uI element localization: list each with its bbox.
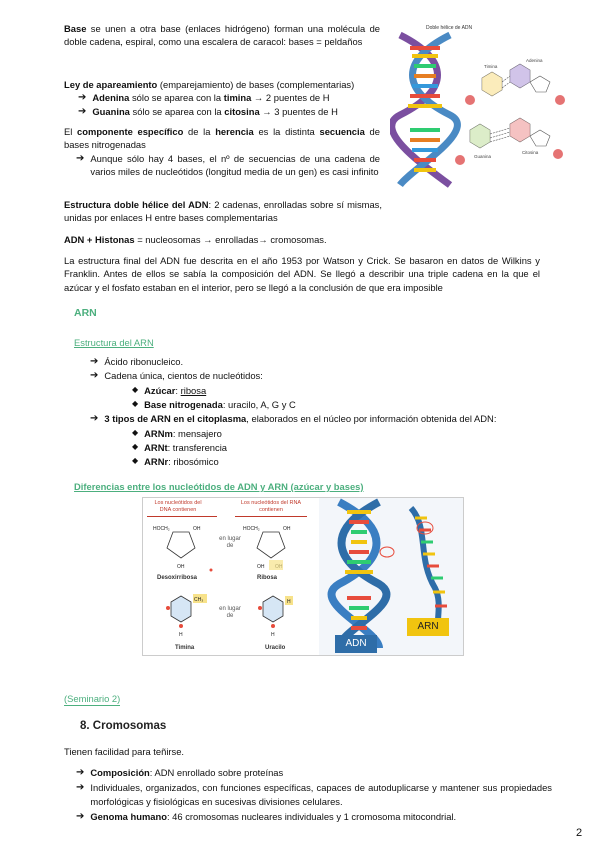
arrow-icon: ➔ [76, 767, 85, 778]
svg-text:H: H [271, 632, 275, 638]
svg-text:OH: OH [257, 564, 265, 570]
intro-text: se unen a otra base (enlaces hidrógeno) forman una molécula de doble cadena, espiral, como una escalera de caracol: bases = peldaños [64, 23, 380, 48]
phosphate-dot [555, 95, 565, 105]
arrow-icon: ➔ [78, 105, 87, 117]
historia-paragraph: La estructura final del ADN fue descrita en el año 1953 por Watson y Crick. Se basaron en datos de Wilkins y Franklin. Antes de ellos se sabía la composición del ADN. Se llegó a describir una triple cadena en la que el azúcar y el fosfato estaban en el interior, pero se llegó a la conclusión de que era imposible [64, 255, 540, 293]
arn-heading: ARN [74, 307, 97, 319]
intro-paragraph [64, 22, 380, 49]
list-item: ◆ Azúcar: ribosa [132, 384, 207, 396]
diamond-bullet-icon: ◆ [132, 399, 139, 409]
sugar-base-panel [143, 498, 318, 655]
diferencias-link[interactable]: Diferencias entre los nucleótidos de ADN y ARN (azúcar y bases) [74, 481, 364, 492]
cromosomas-intro: Tienen facilidad para teñirse. [64, 746, 185, 757]
svg-text:H: H [287, 599, 291, 605]
list-item: ➔ Aunque sólo hay 4 bases, el nº de secuencias de una cadena de varios miles de nucleótidos (longitud media de un gen) es casi infinito [76, 153, 380, 178]
arn-label: ARN [407, 618, 449, 636]
svg-text:Citosina: Citosina [522, 150, 539, 155]
svg-text:OH: OH [177, 564, 185, 570]
figure-title: Doble hélice de ADN [426, 25, 473, 31]
diamond-bullet-icon: ◆ [132, 456, 139, 466]
en-lugar-label: en lugar de [219, 536, 241, 550]
list-item: ➔ 3 tipos de ARN en el citoplasma, elaborados en el núcleo por información obtenida del ADN: [90, 413, 497, 425]
list-item: ◆ ARNm: mensajero [132, 427, 222, 439]
ley-apareamiento [64, 78, 380, 118]
ribosa-label: Ribosa [257, 575, 278, 581]
adn-label: ADN [335, 635, 377, 653]
nucleotide-diff-figure [142, 497, 464, 656]
phosphate-dot [455, 155, 465, 165]
list-item: ➔ Genoma humano: 46 cromosomas nucleares individuales y 1 cromosoma mitocondrial. [76, 811, 457, 823]
arn-list [90, 355, 530, 469]
componente-paragraph: El componente específico de la herencia es la distinta secuencia de bases nitrogenadas [64, 126, 380, 151]
list-item: ➔ Adenina sólo se aparea con la timina → 2 puentes de H [78, 92, 330, 104]
list-item: ➔ Guanina sólo se aparea con la citosina → 3 puentes de H [78, 105, 338, 117]
estructura-arn-link[interactable]: Estructura del ARN [74, 337, 154, 348]
arrow-icon: ➔ [90, 413, 99, 425]
dna-helix-figure [390, 20, 572, 188]
svg-text:Timina: Timina [484, 64, 498, 69]
list-item: ◆ Base nitrogenada: uracilo, A, G y C [132, 399, 296, 411]
svg-text:H: H [179, 632, 183, 638]
list-item: ➔ Ácido ribonucleico. [90, 356, 184, 367]
svg-text:HOCH₂: HOCH₂ [243, 526, 260, 532]
svg-text:Adenina: Adenina [526, 58, 543, 63]
dna-column-head: Los nucleótidos del DNA contienen [154, 500, 202, 513]
estructura-doble-paragraph: Estructura doble hélice del ADN: 2 cadenas, enrolladas sobre sí mismas, unidas por enlaces H entre bases complementarias [64, 199, 382, 224]
cromosomas-list [76, 766, 552, 823]
arrow-icon: ➔ [90, 370, 99, 382]
svg-text:OH: OH [193, 526, 201, 532]
phosphate-dot [553, 149, 563, 159]
arrow-icon: ➔ [90, 356, 99, 367]
arrow-icon: ➔ [76, 153, 85, 164]
list-item: ➔ Composición: ADN enrollado sobre proteínas [76, 767, 284, 778]
diamond-bullet-icon: ◆ [132, 384, 139, 394]
arrow-icon: ➔ [76, 811, 85, 823]
diamond-bullet-icon: ◆ [132, 427, 139, 437]
list-item: ◆ ARNt: transferencia [132, 442, 227, 454]
svg-text:HOCH₂: HOCH₂ [153, 526, 170, 532]
arrow-icon: ➔ [78, 92, 87, 104]
phosphate-dot [465, 95, 475, 105]
list-item: ◆ ARNr: ribosómico [132, 456, 219, 468]
svg-text:OH: OH [283, 526, 291, 532]
uracilo-label: Uracilo [265, 645, 286, 651]
ley-title: Ley de apareamiento (emparejamiento) de bases (complementarias) [64, 79, 355, 90]
arrow-icon: ➔ [76, 782, 85, 794]
list-item: ➔ Cadena única, cientos de nucleótidos: [90, 370, 263, 382]
list-item: ➔ Individuales, organizados, con funciones específicas, capaces de autoduplicarse y mantener sus propiedades morfológicas y fisiológicas en sucesivas divisiones celulares. [76, 782, 552, 807]
histonas-paragraph: ADN + Histonas = nucleosomas → enrolladas→ cromosomas. [64, 234, 327, 245]
seminario-tag: (Seminario 2) [64, 692, 120, 706]
desoxirribosa-label: Desoxirribosa [157, 575, 198, 581]
intro-bold: Base [64, 23, 87, 34]
diamond-bullet-icon: ◆ [132, 442, 139, 452]
en-lugar-label: en lugar de [219, 606, 241, 620]
svg-text:CH₃: CH₃ [194, 597, 204, 603]
svg-text:Guanina: Guanina [474, 154, 492, 159]
cromosomas-heading: 8. Cromosomas [80, 720, 167, 732]
dna-helix-illustration [390, 20, 572, 188]
page-number: 2 [576, 827, 583, 839]
rna-column-head: Los nucleótidos del RNA contienen [240, 500, 302, 513]
divider [147, 516, 217, 517]
timina-label: Timina [175, 645, 195, 651]
divider [235, 516, 307, 517]
